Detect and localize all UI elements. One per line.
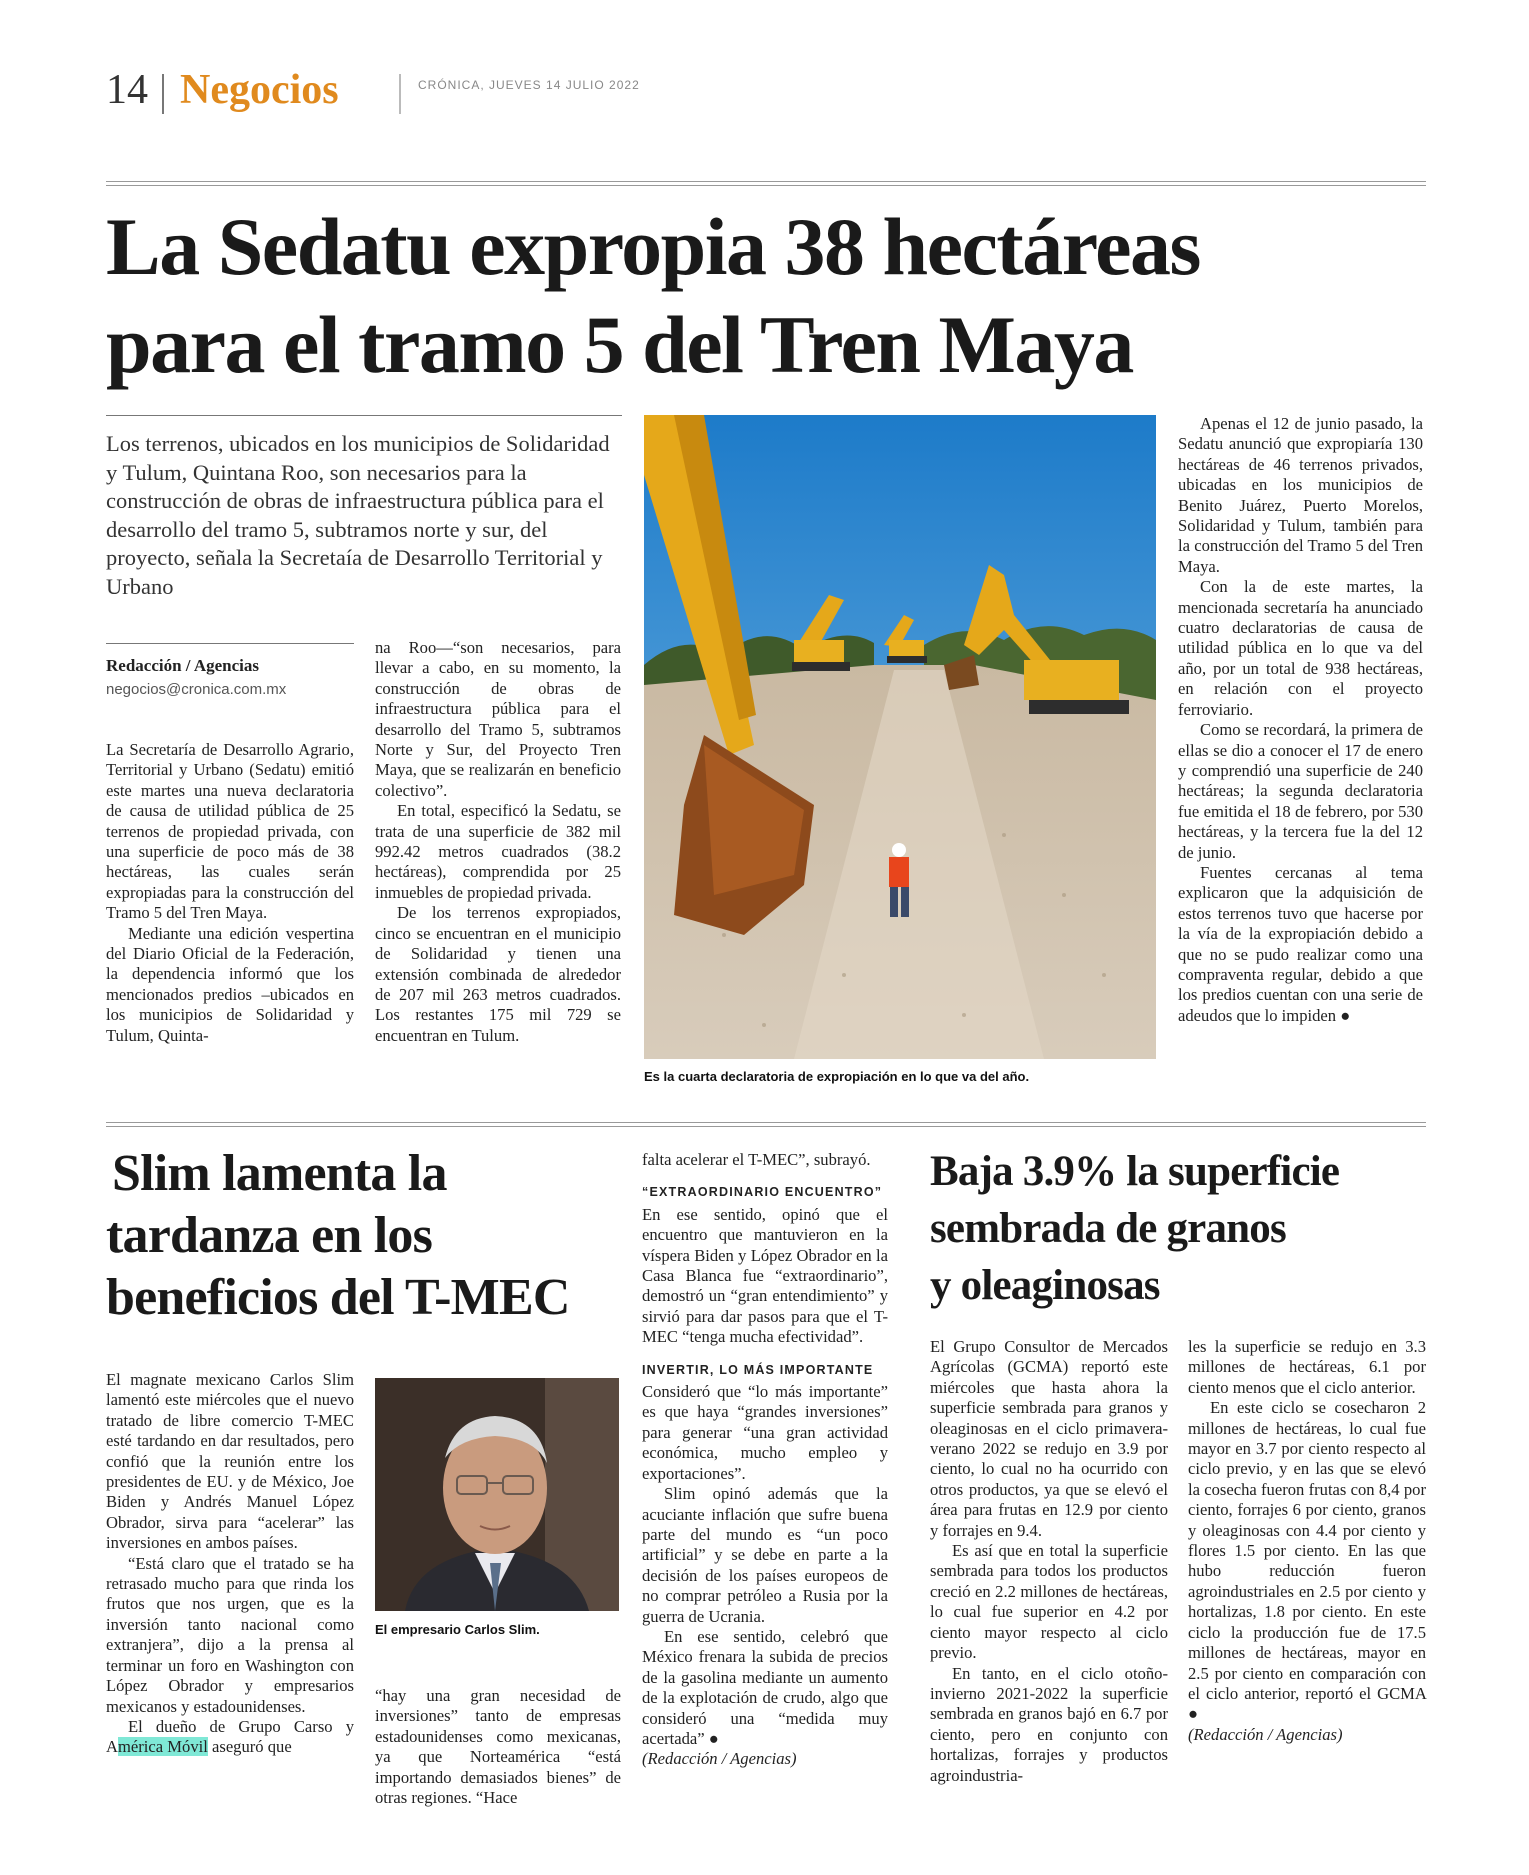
paragraph: En ese sentido, opinó que el encuentro que mantuvieron en la víspera Biden y López Obrador en la Casa Blanca fue “extraordinario”, demostró un “gran entendimiento” y sirvió para dar pasos para que el T-MEC “tenga mucha efectividad”. — [642, 1204, 888, 1347]
paragraph — [1178, 863, 1423, 1026]
paragraph-text: En este ciclo se cosecharon 2 millones de hectáreas, lo cual fue mayor en 3.7 por ciento respecto al ciclo previo, y en las que se elevó la cosecha fueron frutas con 8,4 por ciento, forrajes 6 por ciento, granos y oleaginosas con 4.4 por ciento y flores 1.5 por ciento. En las que hubo reducción fueron agroindustriales en 2.5 por ciento y hortalizas, 1.8 por ciento. En este ciclo la producción fue de 17.5 millones de hectáreas, mayor en 2.5 por ciento en comparación con el ciclo anterior, reportó el GCMA — [1188, 1398, 1426, 1703]
slim-headline-line-1: Slim lamenta la — [112, 1145, 447, 1202]
dateline: CRÓNICA, JUEVES 14 JULIO 2022 — [418, 78, 640, 92]
slim-headline — [106, 1143, 626, 1329]
grain-column-1 — [930, 1337, 1168, 1786]
paragraph: les la superficie se redujo en 3.3 millones de hectáreas, 6.1 por ciento menos que el ciclo anterior. — [1188, 1337, 1426, 1397]
paragraph: Consideró que “lo más importante” es que haya “grandes inversiones” para generar “una gran actividad económica, mucho empleo y exportaciones”. — [642, 1382, 888, 1483]
byline-email: negocios@cronica.com.mx — [106, 681, 287, 698]
grain-headline — [930, 1143, 1430, 1314]
paragraph: “Está claro que el tratado se ha retrasado mucho para que rinda los frutos que nos urgen, que es la inversión tanto nacional como extranjera”, dijo a la prensa al terminar un foro en Washington con López Obrador y empresarios mexicanos y estadounidenses. — [106, 1553, 354, 1716]
slim-headline-line-2: tardanza en los — [106, 1207, 433, 1264]
masthead-divider — [162, 74, 164, 114]
masthead-divider-2 — [399, 74, 401, 114]
paragraph: El magnate mexicano Carlos Slim lamentó este miércoles que el nuevo tratado de libre comercio T-MEC esté tardando en dar resultados, pero confió que la reunión entre los presidentes de EU. y de México, Joe Biden y Andrés Manuel López Obrador, sirva para “acelerar” las inversiones en ambos países. — [106, 1370, 354, 1553]
grain-headline-line-3: y oleaginosas — [930, 1262, 1160, 1309]
slim-column-3 — [642, 1150, 888, 1770]
portrait-illustration — [375, 1378, 619, 1611]
main-column-1 — [106, 740, 354, 1046]
main-column-3 — [1178, 414, 1423, 1026]
paragraph — [106, 1717, 354, 1758]
main-column-2 — [375, 638, 621, 1046]
paragraph: Con la de este martes, la mencionada secretaría ha anunciado cuatro declaratorias de causa de utilidad pública en lo que va del año, por un total de 938 hectáreas, en relación con el proyecto ferroviario. — [1178, 577, 1423, 719]
paragraph: El Grupo Consultor de Mercados Agrícolas (GCMA) reportó este miércoles que hasta ahora la superficie sembrada para granos y oleaginosas en el ciclo primavera-verano 2022 se redujo en 3.9 por ciento, lo cual no ha ocurrido con otros productos, ya que se elevó el área para frutas en 12.9 por ciento y forrajes en 9.4. — [930, 1337, 1168, 1540]
construction-photo — [644, 415, 1156, 1059]
carlos-slim-photo — [375, 1378, 619, 1611]
byline-rule — [106, 643, 354, 644]
paragraph-text: En ese sentido, celebró que México frenara la subida de precios de la gasolina mediante un aumento de la explotación de crudo, algo que consideró una “medida muy acertada” — [642, 1626, 888, 1748]
paragraph: Slim opinó además que la acuciante inflación que sufre buena parte del mundo es “un poco artificial” y se debe en parte a la decisión de los países europeos de no comprar petróleo a Rusia por la guerra de Ucrania. — [642, 1484, 888, 1626]
slim-photo-caption: El empresario Carlos Slim. — [375, 1622, 540, 1637]
paragraph: Como se recordará, la primera de ellas se dio a conocer el 17 de enero y comprendió una superficie de 240 hectáreas; la segunda declaratoria fue emitida el 18 de febrero, por 530 hectáreas, y la tercera fue la del 12 de junio. — [1178, 720, 1423, 862]
end-mark: ● — [708, 1728, 719, 1748]
slim-column-2 — [375, 1686, 621, 1808]
end-mark: ● — [1188, 1704, 1199, 1724]
lede-rule — [106, 415, 622, 416]
subhead: INVERTIR, LO MÁS IMPORTANTE — [642, 1362, 874, 1377]
middle-rule — [106, 1122, 1426, 1127]
grain-headline-line-2: sembrada de granos — [930, 1205, 1286, 1252]
highlighted-text[interactable]: mérica Móvil — [117, 1737, 208, 1757]
main-headline-line-1: La Sedatu expropia 38 hectáreas — [106, 201, 1200, 292]
paragraph: Mediante una edición vespertina del Diario Oficial de la Federación, la dependencia informó que los mencionados predios –ubicados en los municipios de Solidaridad y Tulum, Quinta- — [106, 923, 354, 1045]
grain-headline-line-1: Baja 3.9% la superficie — [930, 1148, 1340, 1195]
end-mark: ● — [1340, 1005, 1351, 1025]
paragraph-text: Fuentes cercanas al tema explicaron que la adquisición de estos terrenos tuvo que hacerse por la vía de la expropiación debido a que no se pudo realizar como una compraventa regular, debido a que los predios cuentan con una serie de adeudos que lo impiden — [1178, 862, 1423, 1025]
grain-column-2 — [1188, 1337, 1426, 1745]
slim-column-1 — [106, 1370, 354, 1758]
paragraph-text: aseguró que — [207, 1737, 292, 1757]
main-lede: Los terrenos, ubicados en los municipios de Solidaridad y Tulum, Quintana Roo, son necesarios para la construcción de obras de infraestructura pública para el desarrollo del tramo 5, subtramos norte y sur, del proyecto, señala la Secretaía de Desarrollo Territorial y Urbano — [106, 431, 610, 599]
byline: Redacción / Agencias — [106, 656, 259, 675]
paragraph: na Roo—“son necesarios, para llevar a cabo, en su momento, la construcción de obras de infraestructura pública para el desarrollo del Tramo 5, subtramos Norte y Sur, del Proyecto Tren Maya, que se realizarán en beneficio colectivo”. — [375, 638, 621, 800]
main-headline — [106, 198, 1446, 394]
page-number: 14 — [106, 67, 148, 113]
paragraph: falta acelerar el T-MEC”, subrayó. — [642, 1150, 871, 1169]
paragraph — [1188, 1398, 1426, 1725]
paragraph: De los terrenos expropiados, cinco se encuentran en el municipio de Solidaridad y tienen una extensión combinada de alrededor de 207 mil 263 metros cuadrados. Los restantes 175 mil 729 se encuentran en Tulum. — [375, 903, 621, 1045]
section-name: Negocios — [180, 67, 339, 113]
paragraph — [642, 1627, 888, 1749]
slim-headline-line-3: beneficios del T-MEC — [106, 1269, 570, 1326]
main-headline-line-2: para el tramo 5 del Tren Maya — [106, 299, 1133, 390]
paragraph: Es así que en total la superficie sembrada para todos los productos creció en 2.2 millones de hectáreas, lo cual fue superior en 4.2 por ciento mayor respecto al ciclo previo. — [930, 1541, 1168, 1663]
signature: (Redacción / Agencias) — [642, 1749, 797, 1769]
paragraph: “hay una gran necesidad de inversiones” tanto de empresas estadounidenses como mexicanas, ya que Norteamérica “está importando demasiados bienes” de otras regiones. “Hace — [375, 1686, 621, 1808]
paragraph: En total, especificó la Sedatu, se trata de una superficie de 382 mil 992.42 metros cuadrados (38.2 hectáreas), comprendida por 25 inmuebles de propiedad privada. — [375, 801, 621, 902]
photo-caption: Es la cuarta declaratoria de expropiación en lo que va del año. — [644, 1069, 1030, 1084]
paragraph: En tanto, en el ciclo otoño-invierno 2021-2022 la superficie sembrada en granos bajó en 6.7 por ciento, pero en conjunto con hortalizas, forrajes y productos agroindustria- — [930, 1663, 1168, 1785]
paragraph: Apenas el 12 de junio pasado, la Sedatu anunció que expropiaría 130 hectáreas de 46 terrenos privados, ubicadas en los municipios de Benito Juárez, Puerto Morelos, Solidaridad y Tulum, también para la construcción del Tramo 5 del Tren Maya. — [1178, 414, 1423, 576]
top-rule — [106, 181, 1426, 186]
excavators-illustration — [644, 415, 1156, 1059]
paragraph: La Secretaría de Desarrollo Agrario, Territorial y Urbano (Sedatu) emitió este martes una nueva declaratoria de causa de utilidad pública de 25 terrenos de propiedad privada, con una superficie de poco más de 38 hectáreas, las cuales serán expropiadas para la construcción del Tramo 5 del Tren Maya. — [106, 740, 354, 923]
signature: (Redacción / Agencias) — [1188, 1724, 1343, 1744]
paragraph-text: El dueño de Grupo Carso y A — [106, 1716, 354, 1757]
subhead: “EXTRAORDINARIO ENCUENTRO” — [642, 1185, 883, 1200]
